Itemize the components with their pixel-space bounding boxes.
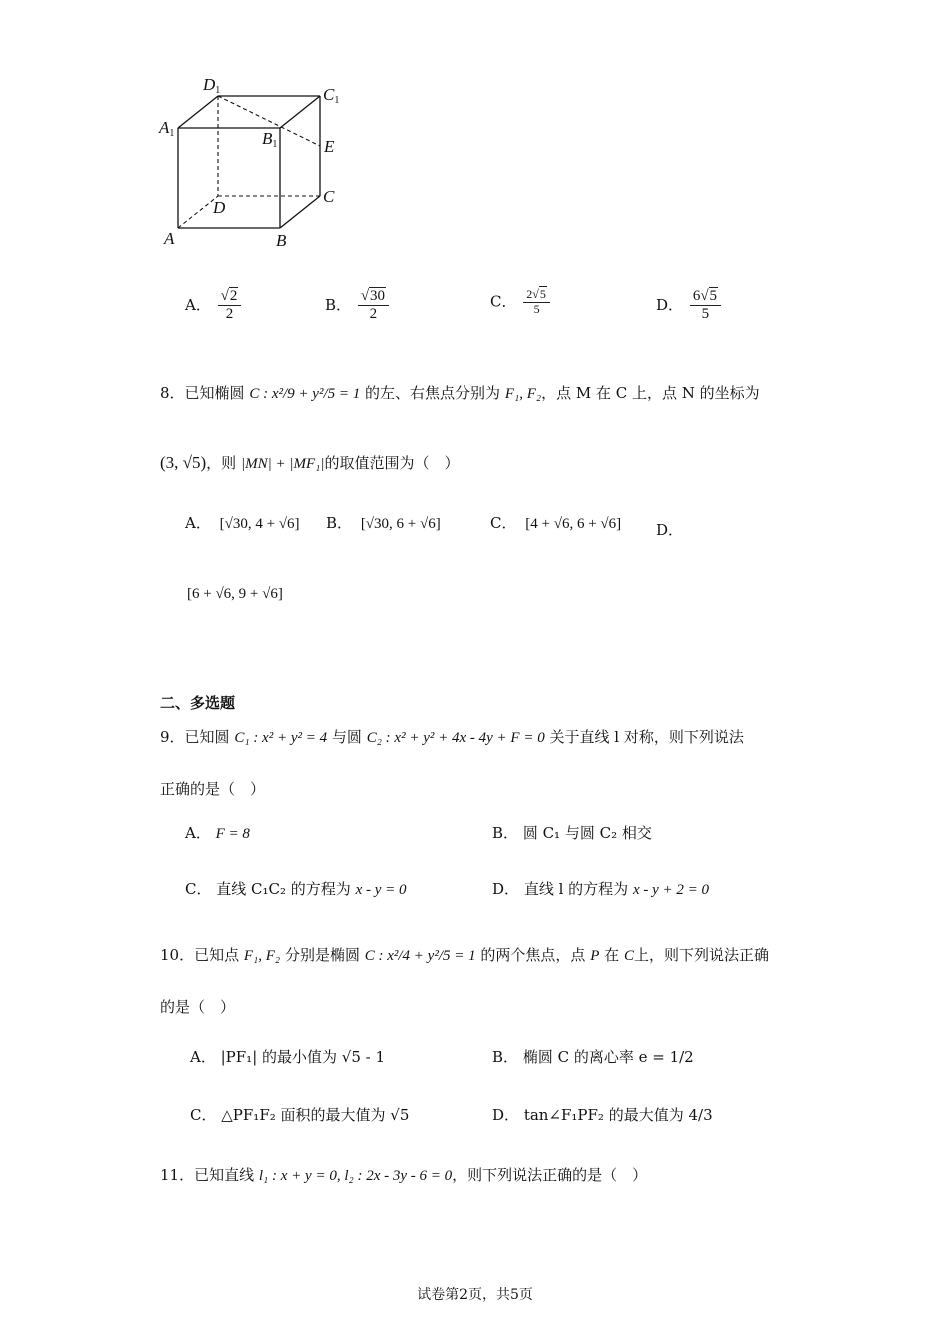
q9-option-a[interactable]: A． F = 8 — [185, 824, 250, 842]
q8-option-d-label[interactable]: D． — [656, 521, 684, 539]
edge-a1d1 — [178, 96, 218, 128]
label-e: E — [324, 137, 335, 156]
label-d: D — [213, 198, 226, 217]
q9-line2: 正确的是（ ） — [160, 780, 266, 798]
q9-option-d[interactable]: D． 直线 l 的方程为 x - y + 2 = 0 — [492, 880, 709, 898]
q9-line1: 9．已知圆 C₁ : x² + y² = 4 与圆 C₂ : x² + y² + 4x - 4y + F = 0 关于直线 l 对称，则下列说法 — [160, 728, 744, 746]
label-d1: D1 — [203, 75, 221, 96]
q8-ellipse: C : x²/9 + y²/5 = 1 — [249, 386, 361, 402]
q8-option-d-value[interactable]: [6 + √6, 9 + √6] — [187, 586, 283, 602]
page-footer: 试卷第2页，共5页 — [417, 1287, 533, 1303]
label-a: A — [164, 229, 175, 248]
label-c1: C1 — [323, 85, 340, 106]
q7-option-b[interactable]: B． $\frac{√30}{2}$ — [325, 288, 391, 324]
section-title: 二、多选题 — [160, 694, 236, 712]
label-b: B — [276, 231, 287, 250]
q7-option-d[interactable]: D． $\frac{6√5}{5}$ — [656, 288, 723, 324]
q11-lines: l₁ : x + y = 0, l₂ : 2x - 3y - 6 = 0 — [258, 1168, 453, 1184]
q10-foci: F₁, F₂ — [243, 948, 281, 964]
q7-option-a[interactable]: A． $\frac{√2}{2}$ — [185, 288, 243, 324]
q8-line2: (3, √5)，则 |MN| + |MF₁|的取值范围为（ ） — [160, 453, 460, 472]
q8-line1: 8．已知椭圆 C : x²/9 + y²/5 = 1 的左、右焦点分别为 F₁, F₂，点 M 在 C 上，点 N 的坐标为 — [160, 384, 760, 402]
q9-option-b[interactable]: B． 圆 C₁ 与圆 C₂ 相交 — [492, 824, 652, 842]
q9-option-c[interactable]: C． 直线 C₁C₂ 的方程为 x - y = 0 — [185, 880, 407, 898]
edge-b1c1 — [280, 96, 320, 128]
q10-option-a[interactable]: A． |PF₁| 的最小值为 √5 - 1 — [190, 1048, 386, 1066]
q7-d-fraction: $\frac{6√5}{5}$ — [690, 288, 721, 324]
q10-ellipse: C : x²/4 + y²/5 = 1 — [364, 948, 476, 964]
q10-option-c[interactable]: C． △PF₁F₂ 面积的最大值为 √5 — [190, 1106, 410, 1124]
q11-line1: 11．已知直线 l₁ : x + y = 0, l₂ : 2x - 3y - 6 = 0，则下列说法正确的是（ ） — [160, 1166, 648, 1184]
label-c: C — [323, 187, 335, 206]
q10-line2: 的是（ ） — [160, 998, 236, 1016]
q7-a-fraction: $\frac{√2}{2}$ — [218, 288, 242, 324]
edge-ad-hidden — [178, 196, 218, 228]
q7-c-fraction: $\frac{2√5}{5}$ — [523, 288, 550, 317]
q7-option-c[interactable]: C． $\frac{2√5}{5}$ — [490, 288, 552, 317]
q10-option-d[interactable]: D． tan∠F₁PF₂ 的最大值为 4/3 — [492, 1106, 713, 1124]
q10-line1: 10．已知点 F₁, F₂ 分别是椭圆 C : x²/4 + y²/5 = 1 的两个焦点，点 P 在 C上，则下列说法正确 — [160, 946, 769, 964]
q9-c1: C₁ : x² + y² = 4 — [234, 730, 328, 746]
edge-bc — [280, 196, 320, 228]
q8-expr: |MN| + |MF₁| — [240, 456, 325, 472]
label-a1: A1 — [159, 118, 175, 139]
q8-option-a[interactable]: A． [√30, 4 + √6] — [185, 514, 300, 532]
q8-point: (3, √5) — [160, 453, 207, 472]
q8-option-c[interactable]: C． [4 + √6, 6 + √6] — [490, 514, 622, 532]
q8-option-b[interactable]: B． [√30, 6 + √6] — [326, 514, 441, 532]
q9-c2: C₂ : x² + y² + 4x - 4y + F = 0 — [366, 730, 545, 746]
cube-figure — [150, 70, 350, 260]
q8-foci: F₁, F₂ — [504, 386, 542, 402]
q7-b-fraction: $\frac{√30}{2}$ — [358, 288, 389, 324]
q10-option-b[interactable]: B． 椭圆 C 的离心率 e = 1/2 — [492, 1048, 694, 1066]
label-b1: B1 — [262, 129, 278, 150]
